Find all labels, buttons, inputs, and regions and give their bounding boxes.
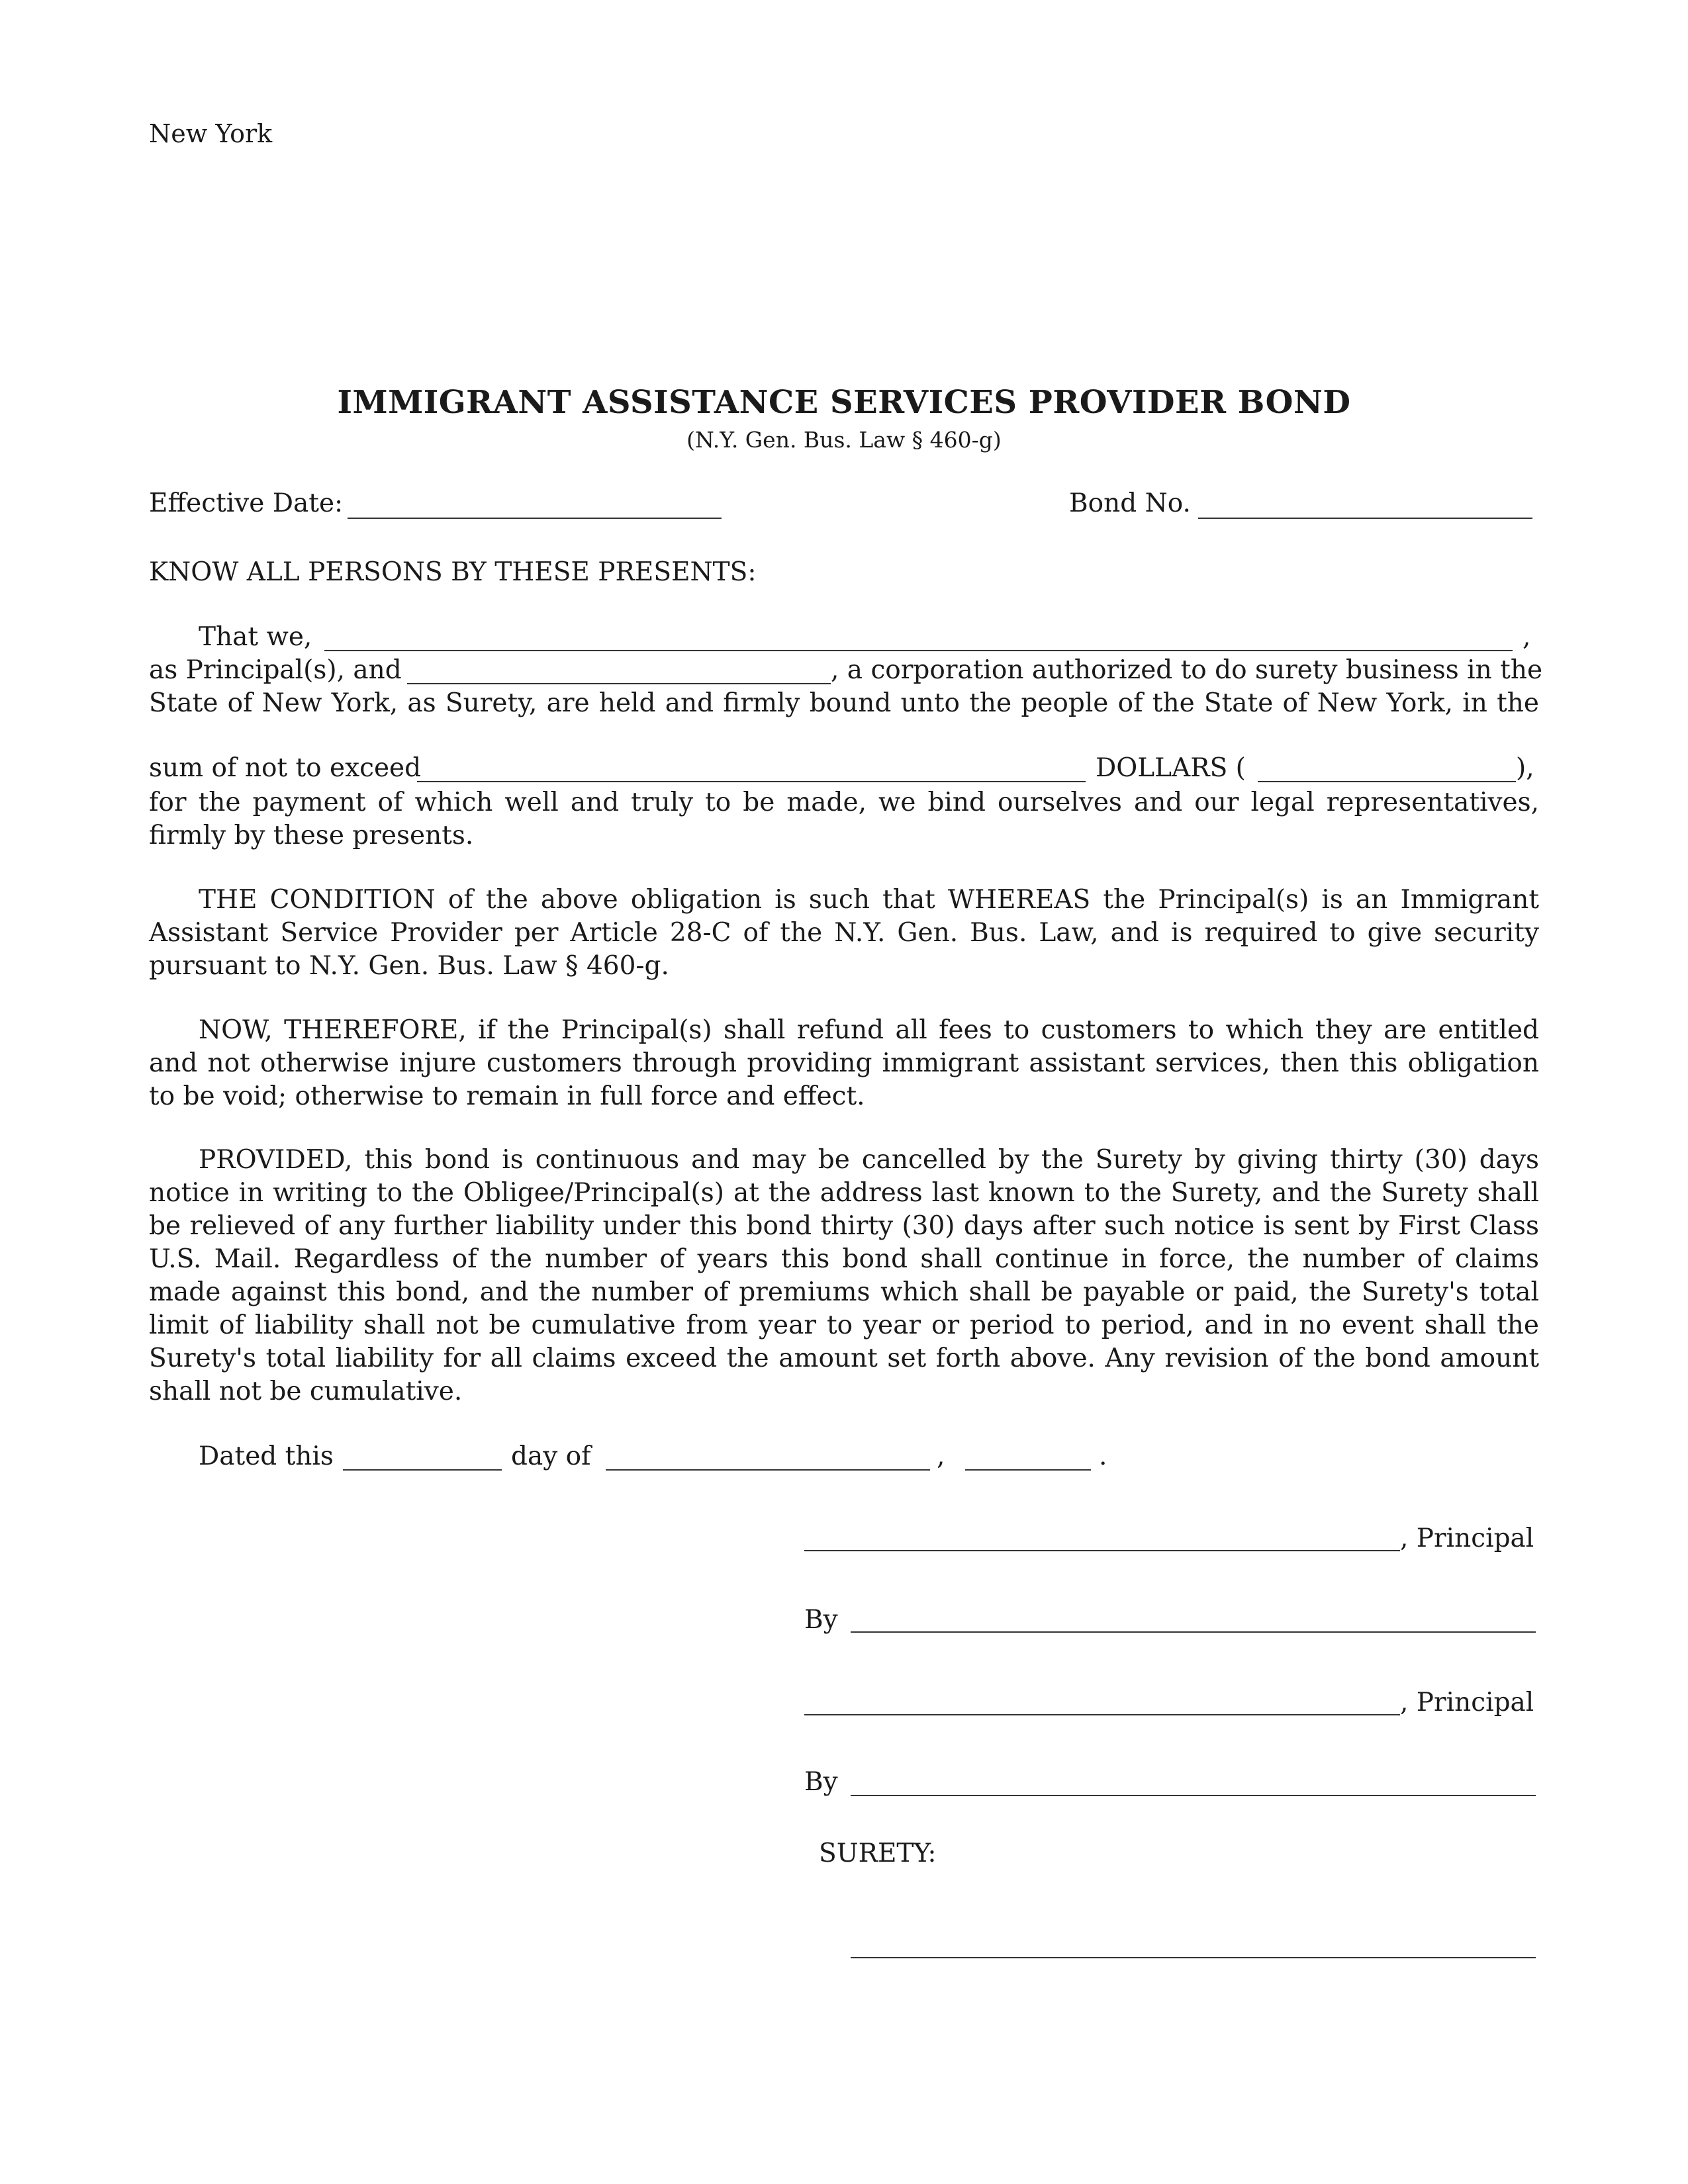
principal-label-2: , Principal [1400,1688,1534,1717]
by-signature-line-1[interactable] [851,1631,1536,1633]
dated-month-field[interactable] [606,1469,930,1471]
condition-paragraph: THE CONDITION of the above obligation is such that WHEREAS the Principal(s) is an Immigrant Assistant Service Provider per Article 28-C of the N.Y. Gen. Bus. Law, and is required to give security pursuant to N.Y. Gen. Bus. Law § 460-g. [149,885,1539,981]
provided-paragraph: PROVIDED, this bond is continuous and may be cancelled by the Surety by giving thirty (30) days notice in writing to the Obligee/Principal(s) at the address last known to the Surety, and the Surety shall be relieved of any further liability under this bond thirty (30) days after such notice is sent by First Class U.S. Mail. Regardless of the number of years this bond shall continue in force, the number of claims made against this bond, and the number of premiums which shall be payable or paid, the Surety's total limit of liability shall not be cumulative from year to year or period to period, and in no event shall the Surety's total liability for all claims exceed the amount set forth above. Any revision of the bond amount shall not be cumulative. [149,1145,1539,1406]
document-title: IMMIGRANT ASSISTANCE SERVICES PROVIDER BOND [337,384,1351,421]
surety-label: SURETY: [819,1839,937,1868]
that-we-comma: , [1523,622,1531,652]
surety-name-field[interactable] [407,683,831,684]
sum-words-field[interactable] [417,781,1086,782]
principal-signature-line-1[interactable] [804,1550,1400,1551]
by-label-1: By [804,1605,838,1635]
principal-and-label: as Principal(s), and [149,655,402,685]
that-we-label: That we, [199,622,312,652]
know-all-heading: KNOW ALL PERSONS BY THESE PRESENTS: [149,557,757,587]
principal-name-field[interactable] [324,650,1513,651]
dated-comma: , [937,1441,945,1471]
surety-signature-line[interactable] [851,1957,1536,1958]
bond-no-label: Bond No. [1069,488,1191,518]
day-of-label: day of [511,1441,591,1471]
sum-number-field[interactable] [1258,781,1516,782]
state-label: New York [149,119,273,148]
statute-reference: (N.Y. Gen. Bus. Law § 460-g) [686,427,1002,453]
dated-this-label: Dated this [199,1441,334,1471]
principal-label-1: , Principal [1400,1524,1534,1553]
dated-year-field[interactable] [965,1469,1091,1471]
bond-no-field[interactable] [1198,518,1532,519]
effective-date-field[interactable] [348,518,722,519]
payment-paragraph: for the payment of which well and truly to be made, we bind ourselves and our legal representatives, firmly by these presents. [149,788,1539,850]
state-line-text: State of New York, as Surety, are held and firmly bound unto the people of the State of New York, in the [149,688,1539,718]
principal-signature-line-2[interactable] [804,1714,1400,1715]
dated-day-field[interactable] [343,1469,502,1471]
corporation-text: , a corporation authorized to do surety business in the [831,655,1543,685]
dollars-label: DOLLARS ( [1096,753,1246,783]
by-label-2: By [804,1767,838,1797]
sum-label: sum of not to exceed [149,753,422,783]
dated-period: . [1099,1441,1107,1471]
dollars-close: ), [1516,753,1534,783]
now-therefore-paragraph: NOW, THEREFORE, if the Principal(s) shall refund all fees to customers to which they are entitled and not otherwise injure customers through providing immigrant assistant services, then this obligation to be void; otherwise to remain in full force and effect. [149,1015,1539,1111]
by-signature-line-2[interactable] [851,1795,1536,1796]
effective-date-label: Effective Date: [149,488,344,518]
